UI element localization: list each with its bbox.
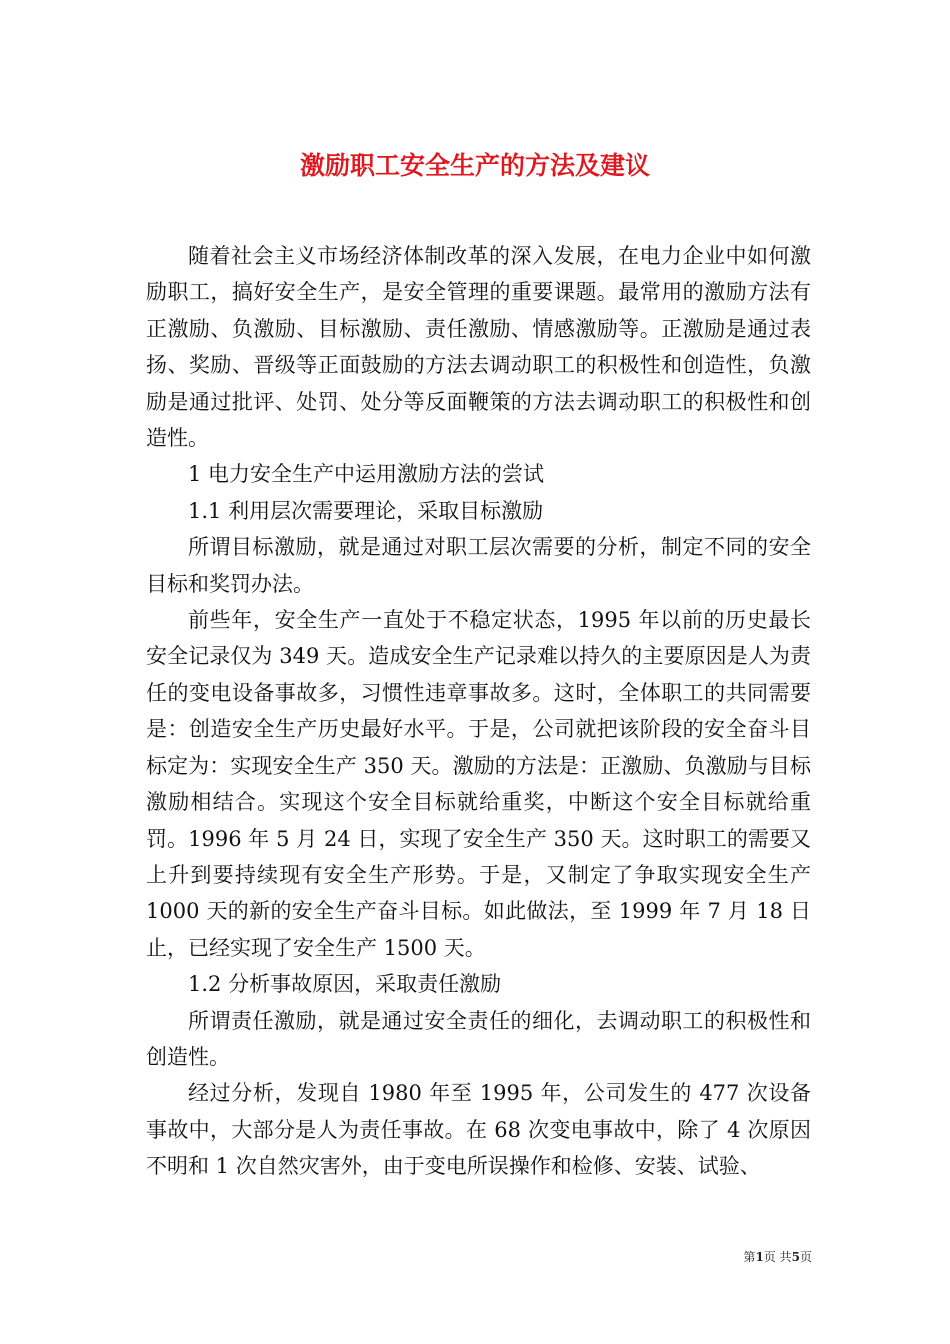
document-body	[146, 238, 811, 1185]
footer-middle: 页 共	[763, 1250, 792, 1264]
footer-current-page: 1	[755, 1250, 764, 1264]
document-title: 激励职工安全生产的方法及建议	[299, 150, 650, 180]
footer-total-pages: 5	[791, 1250, 800, 1264]
paragraph-intro: 随着社会主义市场经济体制改革的深入发展，在电力企业中如何激励职工，搞好安全生产，是安全管理的重要课题。最常用的激励方法有正激励、负激励、目标激励、责任激励、情感激励等。正激励是通过表扬、奖励、晋级等正面鼓励的方法去调动职工的积极性和创造性，负激励是通过批评、处罚、处分等反面鞭策的方法去调动职工的积极性和创造性。	[146, 244, 811, 451]
page-footer	[743, 1248, 812, 1265]
footer-prefix: 第	[743, 1250, 756, 1264]
paragraph-target-incentive-definition: 所谓目标激励，就是通过对职工层次需要的分析，制定不同的安全目标和奖罚办法。	[146, 535, 811, 596]
section-heading-1: 1 电力安全生产中运用激励方法的尝试	[188, 462, 545, 487]
subsection-heading-1-2: 1.2 分析事故原因，采取责任激励	[188, 972, 502, 997]
paragraph-responsibility-incentive-definition: 所谓责任激励，就是通过安全责任的细化，去调动职工的积极性和创造性。	[146, 1008, 811, 1069]
paragraph-accident-analysis: 经过分析，发现自 1980 年至 1995 年，公司发生的 477 次设备事故中，大部分是人为责任事故。在 68 次变电事故中，除了 4 次原因不明和 1 次自然灾害外，由于变电所误操作和检修、安装、试验、	[146, 1081, 811, 1179]
subsection-heading-1-1: 1.1 利用层次需要理论，采取目标激励	[188, 498, 544, 523]
paragraph-target-incentive-history: 前些年，安全生产一直处于不稳定状态，1995 年以前的历史最长安全记录仅为 349 天。造成安全生产记录难以持久的主要原因是人为责任的变电设备事故多，习惯性违章事故多。这时，全体职工的共同需要是：创造安全生产历史最好水平。于是，公司就把该阶段的安全奋斗目标定为：实现安全生产 350 天。激励的方法是：正激励、负激励与目标激励相结合。实现这个安全目标就给重奖，中断这个安全目标就给重罚。1996 年 5 月 24 日，实现了安全生产 350 天。这时职工的需要又上升到要持续现有安全生产形势。于是，又制定了争取实现安全生产 1000 天的新的安全生产奋斗目标。如此做法，至 1999 年 7 月 18 日止，已经实现了安全生产 1500 天。	[146, 608, 811, 960]
footer-suffix: 页	[799, 1250, 812, 1264]
